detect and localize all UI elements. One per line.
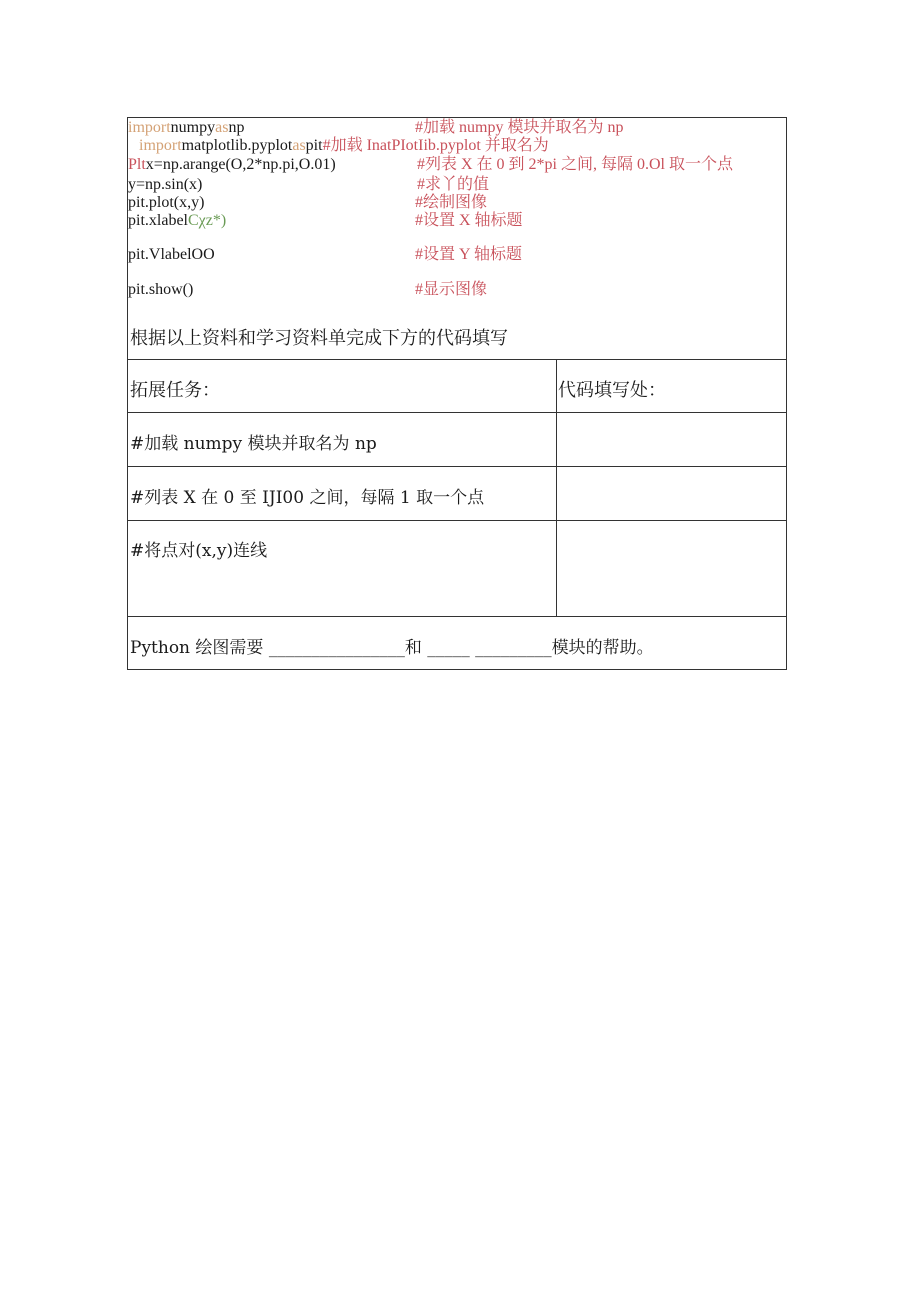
code-line-6: pit.xlabelCχz*): [128, 212, 227, 229]
code-line-1: importnumpyasnp: [128, 119, 245, 136]
code-comment-8: #显示图像: [415, 281, 488, 298]
code-line-2: importmatplotlib.pyplotaspit#加载 InatPIotIib.pyplot 并取名为: [139, 137, 549, 154]
keyword-import: import: [139, 137, 182, 154]
answer-cell-1[interactable]: [560, 429, 782, 455]
table-rule: [128, 616, 786, 617]
code-line-8: pit.show(): [128, 281, 194, 298]
code-comment-1: #加载 numpy 模块并取名为 np: [415, 119, 624, 136]
blank-3[interactable]: _________: [475, 638, 552, 658]
header-task: 拓展任务：: [130, 380, 220, 401]
answer-cell-2[interactable]: [560, 483, 782, 509]
code-comment-7: #设置 Y 轴标题: [415, 246, 522, 263]
footer-sentence: Python 绘图需要 ________________和 _____ _________模块的帮助。: [130, 638, 654, 658]
keyword-import: import: [128, 119, 171, 136]
table-rule: [128, 359, 786, 360]
code-line-5: pit.plot(x,y): [128, 194, 205, 211]
column-divider: [556, 359, 557, 616]
code-line-3: Pltx=np.arange(O,2*np.pi,O.01): [128, 156, 336, 173]
blank-2[interactable]: _____: [427, 638, 470, 658]
code-comment-6: #设置 X 轴标题: [415, 212, 523, 229]
task-row-3: #将点对(x,y)连线: [130, 541, 268, 561]
header-code: 代码填写处：: [558, 380, 666, 401]
code-comment-4: #求丫的值: [417, 176, 490, 193]
keyword-as: as: [215, 119, 229, 136]
code-comment-3: #列表 X 在 0 到 2*pi 之间, 每隔 0.Ol 取一个点: [417, 156, 734, 173]
answer-cell-3[interactable]: [560, 536, 782, 606]
instruction-text: 根据以上资料和学习资料单完成下方的代码填写: [130, 328, 508, 349]
worksheet-table: [127, 117, 787, 670]
code-line-7: pit.VlabelOO: [128, 246, 215, 263]
blank-1[interactable]: ________________: [268, 638, 405, 658]
code-comment-2: #加载 InatPIotIib.pyplot 并取名为: [322, 137, 549, 154]
task-row-2: #列表 X 在 0 至 IJI00 之间，每隔 1 取一个点: [130, 488, 485, 508]
table-rule: [128, 466, 786, 467]
code-comment-5: #绘制图像: [415, 194, 488, 211]
task-row-1: #加载 numpy 模块并取名为 np: [130, 434, 377, 454]
table-rule: [128, 412, 786, 413]
code-line-4: y=np.sin(x): [128, 176, 203, 193]
keyword-as: as: [292, 137, 306, 154]
table-rule: [128, 520, 786, 521]
